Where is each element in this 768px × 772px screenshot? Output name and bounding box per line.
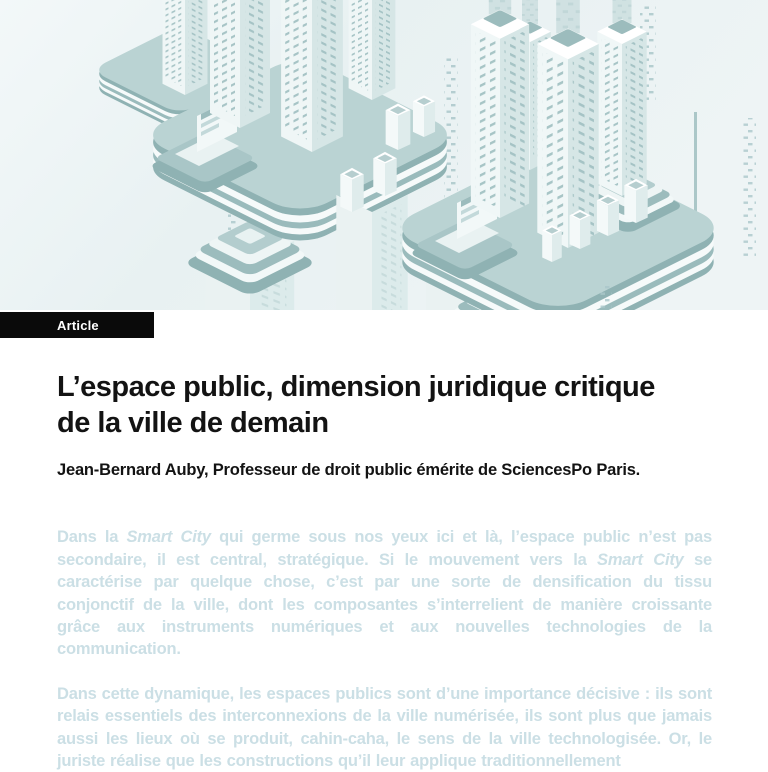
article-badge-label: Article xyxy=(57,317,99,333)
article-title-line-2: de la ville de demain xyxy=(57,407,329,439)
article-paragraph-1 xyxy=(57,526,712,660)
paragraph-1-run-3: qui germe sous nos yeux ici et là, l’espace public n’est pas secondaire, il est central, stratégique. Si le mouvement vers la xyxy=(57,528,713,569)
article-badge xyxy=(0,312,154,338)
article-author: Jean-Bernard Auby, Professeur de droit public émérite de SciencesPo Paris. xyxy=(57,461,641,480)
article-paragraph-2 xyxy=(57,683,712,772)
paragraph-1-run-1: Dans la xyxy=(57,528,127,547)
paragraph-1-smart-city-2: Smart City xyxy=(597,550,684,569)
smart-city-illustration xyxy=(0,0,768,310)
article-title-line-1: L’espace public, dimension juridique critique xyxy=(57,371,655,403)
paragraph-1-run-5: se caractérise par quelque chose, c’est par une sorte de densification du tissu conjonctif de la ville, dont les composantes s’interrelient de manière croissante grâce aux instruments numériques et aux nouvelles technologies de la communication. xyxy=(57,550,713,659)
paragraph-1-smart-city-1: Smart City xyxy=(126,528,211,547)
article-title xyxy=(57,369,712,441)
paragraph-2-run-1: Dans cette dynamique, les espaces publics sont d’une importance décisive : ils sont relais essentiels des interconnexions de la ville numérisée, ils sont plus que jamais aussi les lieux où se produit, cahin-caha, le sens de la ville technologisée. Or, le juriste réalise que les constructions qu’il leur applique traditionnellement xyxy=(57,684,712,771)
hero-illustration xyxy=(0,0,768,310)
article-body xyxy=(57,526,712,772)
article-content xyxy=(0,369,768,772)
